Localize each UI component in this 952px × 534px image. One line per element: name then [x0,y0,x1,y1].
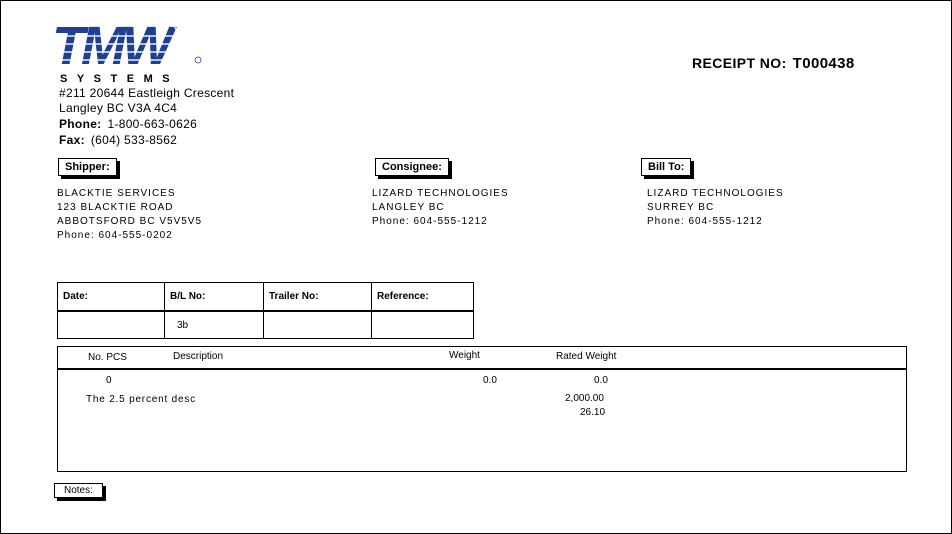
logo-text: TMW [52,16,169,76]
table-header-row [58,283,474,312]
shipper-phone: Phone: 604-555-0202 [57,230,173,241]
bill-to-name: LIZARD TECHNOLOGIES [647,188,784,199]
pcs-header: No. PCS [88,352,127,363]
receipt-number [692,55,855,72]
receipt-value: T000438 [792,55,855,72]
consignee-phone: Phone: 604-555-1212 [372,216,488,227]
bl-no-header: B/L No: [165,283,264,312]
bl-no-value: 3b [165,311,264,339]
bill-to-city: SURREY BC [647,202,715,213]
tmw-systems-logo [52,16,202,84]
reference-value [372,311,474,339]
items-box [57,346,907,472]
notes-tag: Notes: [54,483,103,498]
receipt-label: RECEIPT NO: [692,55,787,71]
phone-label: Phone: [59,117,102,131]
shipper-street: 123 BLACKTIE ROAD [57,202,174,213]
row2-amount: 2,000.00 [565,393,604,404]
fax-label: Fax: [59,133,85,147]
trailer-no-value [264,311,372,339]
shipper-block [57,187,202,243]
company-phone [59,117,197,131]
row1-pcs: 0 [106,375,112,386]
consignee-block [372,187,509,229]
bill-to-phone: Phone: 604-555-1212 [647,216,763,227]
row1-weight: 0.0 [483,375,497,386]
row2-description: The 2.5 percent desc [86,394,196,405]
reference-header: Reference: [372,283,474,312]
bill-to-tag: Bill To: [641,158,691,176]
phone-value: 1-800-663-0626 [107,117,198,131]
row2-amount2: 26.10 [580,407,606,418]
shipper-city: ABBOTSFORD BC V5V5V5 [57,216,203,227]
date-value [58,311,165,339]
weight-header: Weight [449,350,480,361]
date-header: Date: [58,283,165,312]
shipment-info-table [57,282,474,339]
description-header: Description [173,351,224,362]
bill-to-block [647,187,784,229]
fax-value: (604) 533-8562 [90,133,178,147]
company-address-line2: Langley BC V3A 4C4 [59,101,178,115]
row1-rated-weight: 0.0 [594,375,608,386]
shipper-name: BLACKTIE SERVICES [57,188,176,199]
logo-subtext: SYSTEMS [60,73,180,84]
shipper-tag: Shipper: [58,158,117,176]
trailer-no-header: Trailer No: [264,283,372,312]
consignee-name: LIZARD TECHNOLOGIES [372,188,509,199]
consignee-tag: Consignee: [375,158,449,176]
rated-weight-header: Rated Weight [556,351,617,362]
company-address-line1: #211 20644 Eastleigh Crescent [59,86,235,100]
table-row [58,311,474,339]
consignee-city: LANGLEY BC [372,202,445,213]
company-fax [59,133,177,147]
